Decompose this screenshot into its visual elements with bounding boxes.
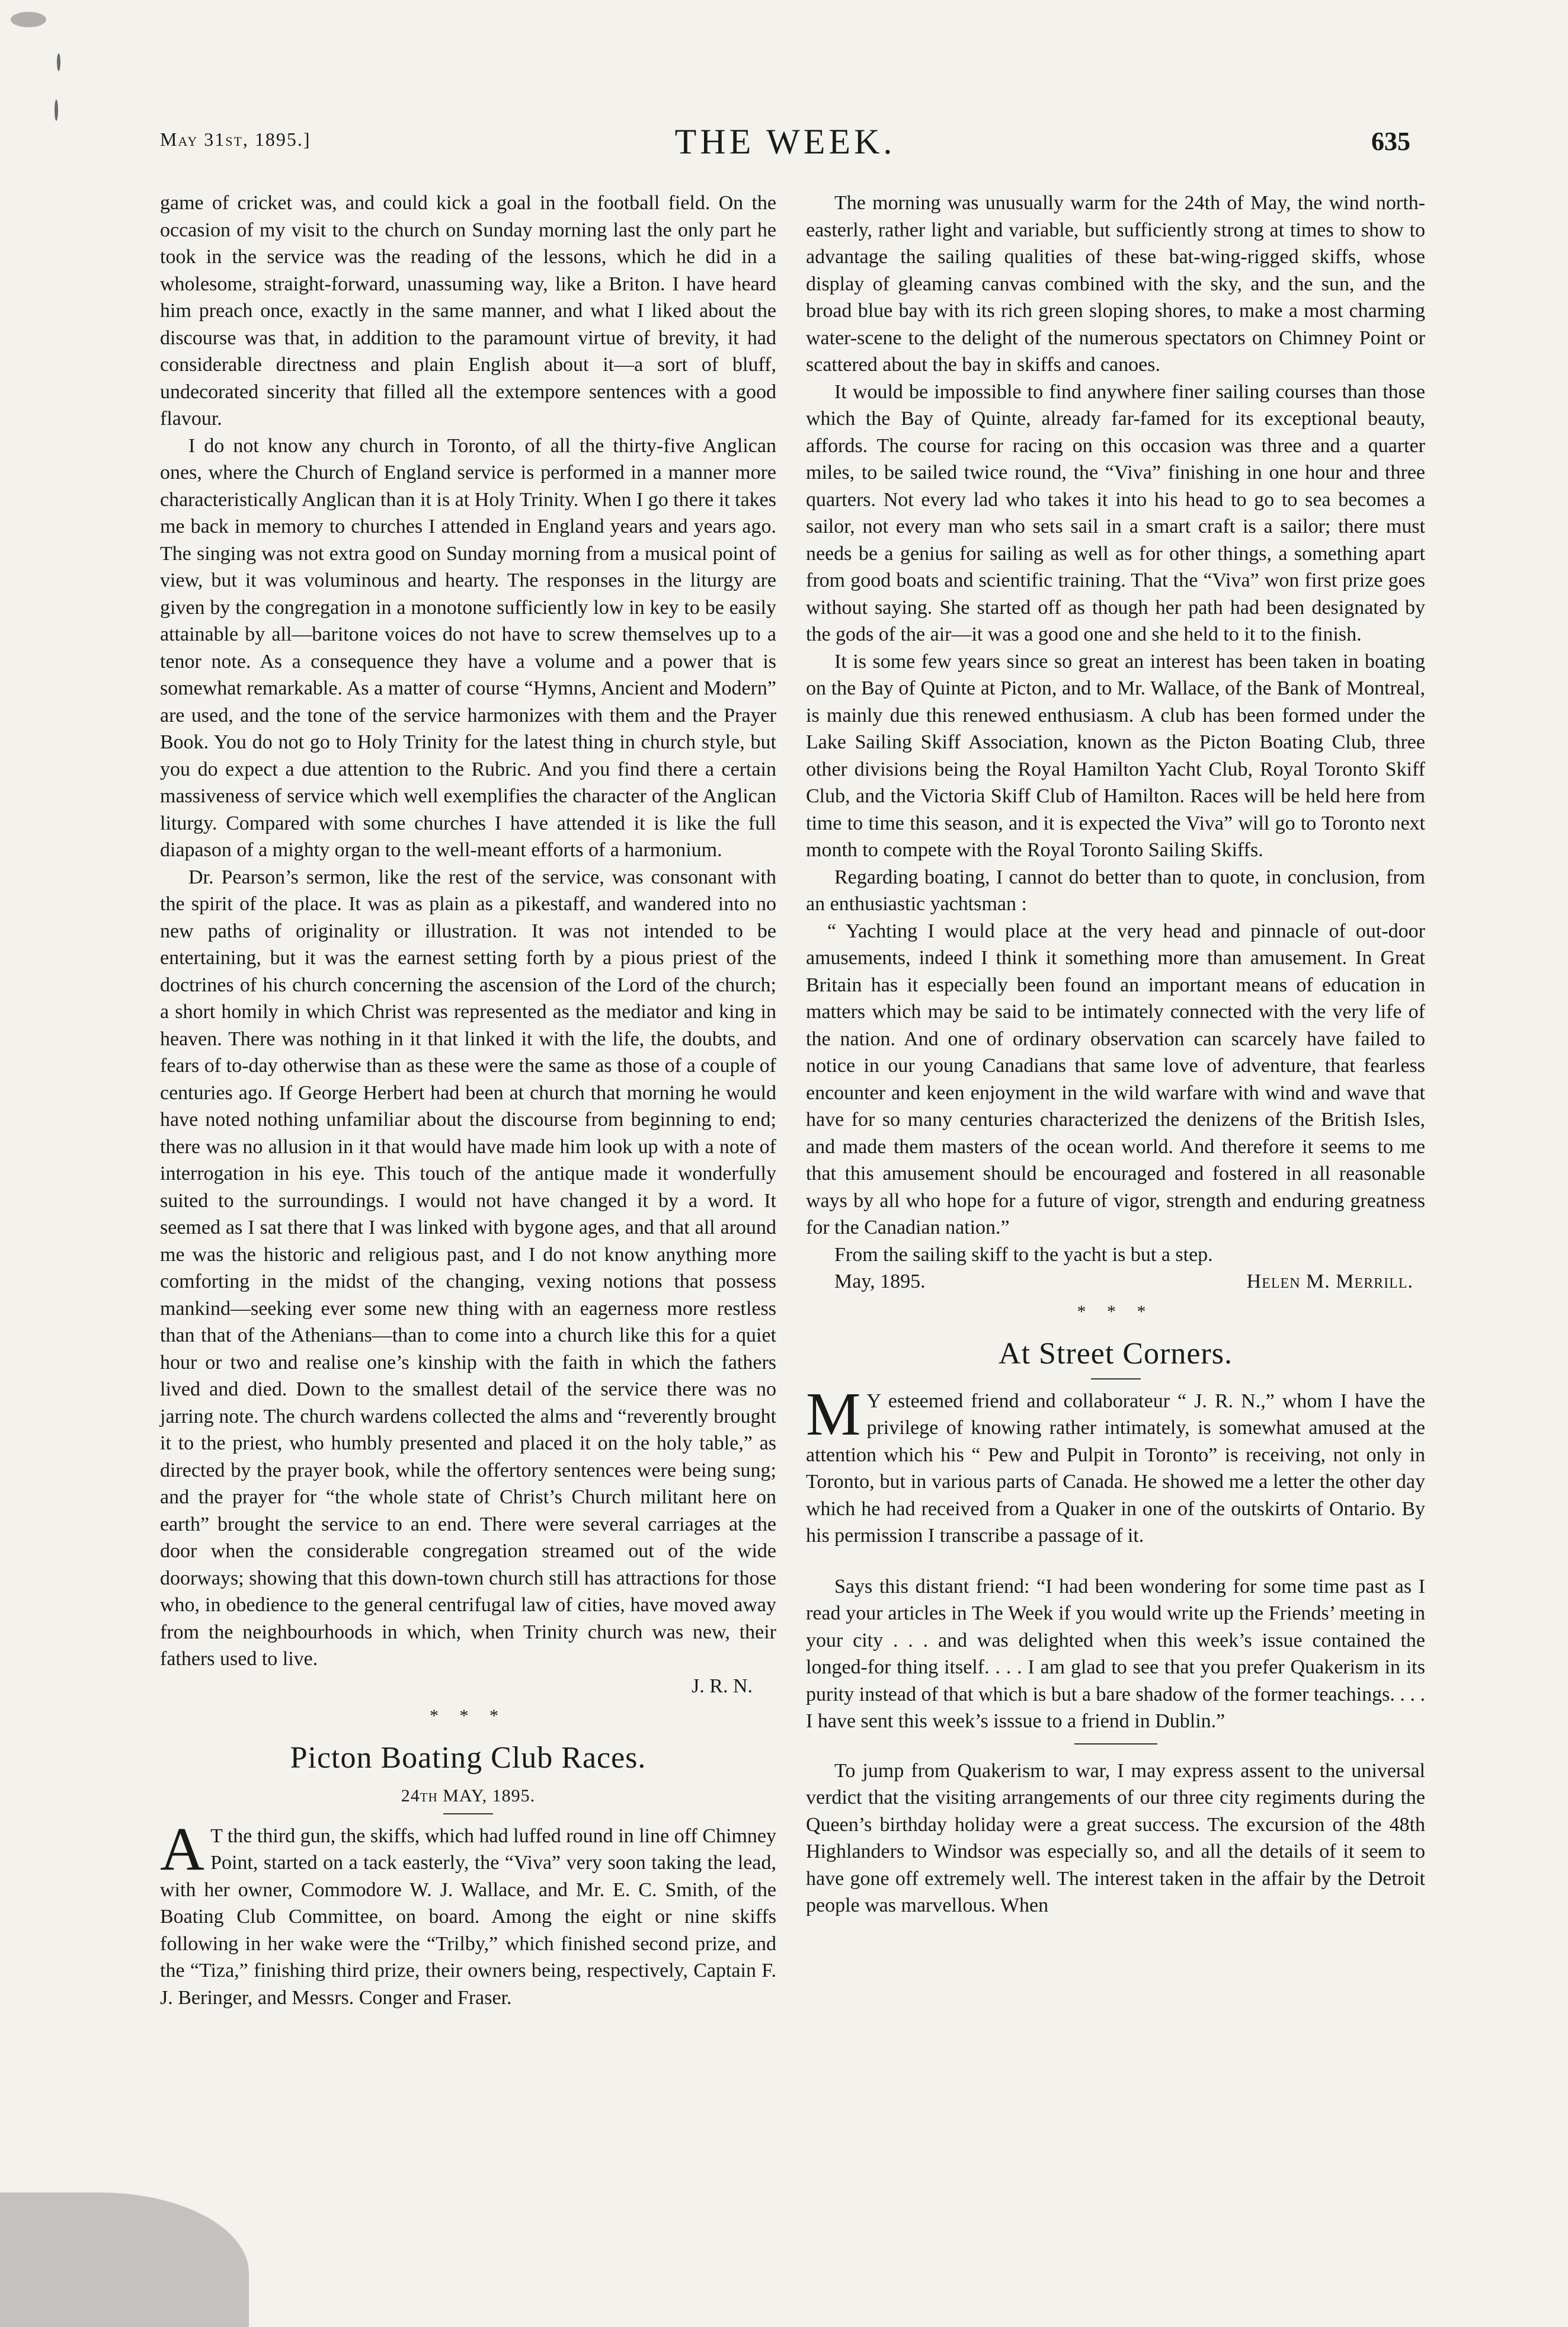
author-signature: J. R. N. xyxy=(692,1675,753,1697)
spacer xyxy=(806,1550,1425,1573)
paragraph: It would be impossible to find anywhere finer sailing courses than those which the Bay of Quinte, already far-famed for its exceptional beauty, affords. The course for racing on this occasion was three and a quarter miles, to be sailed twice round, the “Viva” finishing in one hour and three quarters. Not every lad who takes it into his head to go to sea becomes a sailor, not every man who sets sail in a smart craft is a sailor; there must needs be a genius for sailing as well as for other things, a something apart from good boats and scientific training. That the “Viva” won first prize goes without saying. She started off as though her path had been designated by the gods of the air—it was a good one and she held to it to the finish. xyxy=(806,380,1425,645)
article-date: 24th MAY, 1895. xyxy=(401,1786,536,1806)
paragraph xyxy=(806,1379,1425,1550)
paragraph: Regarding boating, I cannot do better than to quote, in conclusion, from an enthusiastic yachtsman : xyxy=(806,866,1425,915)
paragraph: Says this distant friend: “I had been wondering for some time past as I read your articles in The Week if you would write up the Friends’ meeting in your city . . . and was delighted when this week’s issue contained the longed-for thing itself. . . . I am glad to see that you prefer Quakerism in its purity instead of that which is but a bare shadow of the former teachings. . . . I have sent this week’s isssue to a friend in Dublin.” xyxy=(806,1575,1425,1732)
scan-speck xyxy=(55,100,58,121)
article-signature xyxy=(806,1268,1425,1295)
title-rule xyxy=(443,1813,493,1814)
drop-cap: A xyxy=(160,1814,205,1883)
paragraph: The morning was unusually warm for the 24th of May, the wind north-easterly, rather light and variable, but sufficiently strong at times to show to advantage the sailing qualities of these bat-wing-rigged skiffs, whose display of gleaming canvas combined with the sky, and the sun, and the broad blue bay with its rich green sloping shores, to make a most charming water-scene to the delight of the numerous spectators on Chimney Point or scattered about the bay in skiffs and canoes. xyxy=(806,192,1425,376)
drop-cap: M xyxy=(806,1379,861,1448)
scan-speck xyxy=(0,2192,249,2327)
article-title: At Street Corners. xyxy=(999,1336,1233,1371)
paragraph: I do not know any church in Toronto, of all the thirty-five Anglican ones, where the Church of England service is performed in a manner more characteristically Anglican than it is at Holy Trinity. When I go there it takes me back in memory to churches I attended in England years and years ago. The singing was not extra good on Sunday morning from a musical point of view, but it was voluminous and hearty. The responses in the liturgy are given by the congregation in a monotone sufficiently low in key to be easily attainable by all—baritone voices do not have to screw themselves up to a tenor note. As a consequence they have a volume and a power that is somewhat remarkable. As a matter of course “Hymns, Ancient and Modern” are used, and the tone of the service harmonizes with them and the Prayer Book. You do not go to Holy Trinity for the latest thing in church style, but you do expect a due attention to the Rubric. And you find there a certain massiveness of service which well exemplifies the character of the Anglican liturgy. Compared with some churches I have attended it is like the full diapason of a mighty organ to the well-meant efforts of a harmonium. xyxy=(160,434,776,861)
issue-date: May 31st, 1895.] xyxy=(160,129,311,150)
section-rule xyxy=(1074,1743,1157,1745)
section-divider-stars: * * * xyxy=(430,1706,507,1726)
paragraph-text: T the third gun, the skiffs, which had luffed round in line off Chimney Point, started on a tack easterly, the “Viva” very soon taking the lead, with her owner, Commodore W. J. Wallace, and Mr. E. C. Smith, of the Boating Club Committee, on board. Among the eight or nine skiffs following in her wake were the “Trilby,” which finished second prize, and the “Tiza,” finishing third prize, their owners being, respectively, Captain F. J. Beringer, and Messrs. Conger and Fraser. xyxy=(160,1825,776,2009)
paragraph: game of cricket was, and could kick a goal in the football field. On the occasion of my visit to the church on Sunday morning last the only part he took in the service was the reading of the lessons, which he did in a wholesome, straight-forward, unassuming way, like a Briton. I have heard him preach once, exactly in the same manner, and what I liked about the discourse was that, in addition to the paramount virtue of brevity, it had considerable directness and plain English about it—a sort of bluff, undecorated sincerity that filled all the extempore sentences with a good flavour. xyxy=(160,192,776,430)
block-quote: “ Yachting I would place at the very head and pinnacle of out-door amusements, indeed I think it something more than amusement. In Great Britain has it especially been found an important means of education in matters which may be said to be intimately connected with the very life of the nation. And one of ordinary observation can scarcely have failed to notice in our young Canadians that same love of adventure, that fearless encounter and keen enjoyment in the wild warfare with wind and wave that have for so many centuries characterized the denizens of the British Isles, and made them masters of the ocean world. And therefore it seems to me that this amusement should be encouraged and fostered in all reasonable ways by all who hope for a future of vigor, strength and enduring greatness for the Canadian nation.” xyxy=(806,920,1425,1238)
page-number: 635 xyxy=(1371,127,1410,156)
signature-name: Helen M. Merrill. xyxy=(1246,1270,1413,1292)
paragraph: To jump from Quakerism to war, I may express assent to the universal verdict that the visiting arrangements of our three city regiments during the Queen’s birthday holiday were a great success. The excursion of the 48th Highlanders to Windsor was especially so, and all the details of it seem to have gone off extremely well. The interest taken in the affair by the Detroit people was marvellous. When xyxy=(806,1759,1425,1916)
paragraph: Dr. Pearson’s sermon, like the rest of the service, was consonant with the spirit of the place. It was as plain as a pikestaff, and wandered into no new paths of originality or illustration. It was not intended to be entertaining, but it was the earnest setting forth by a pious priest of the doctrines of his church concerning the ascension of the Lord of the church; a short homily in which Christ was represented as the mediator and king in heaven. There was nothing in it that linked it with the life, the doubts, and fears of to-day otherwise than as these were the same as those of a couple of centuries ago. If George Herbert had been at church that morning he would have noted nothing unfamiliar about the discourse from beginning to end; there was no allusion in it that would have made him look up with a note of interrogation in his eye. This touch of the antique made it wonderfully suited to the surroundings. I would not have changed it by a word. It seemed as I sat there that I was linked with bygone ages, and that all around me was the historic and religious past, and I do not know anything more comforting in the midst of the changing, vexing notions that possess mankind—seeking ever some new thing with an eagerness more restless than that of the Athenians—than to come into a church like this for a quiet hour or two and realise one’s kinship with the faith in which the fathers lived and died. Down to the smallest detail of the service there was no jarring note. The church wardens collected the alms and “reverently brought it to the priest, who humbly presented and placed it on the holy table,” as directed by the prayer book, while the offertory sentences were being sung; and the prayer for “the whole state of Christ’s Church militant here on earth” brought the service to an end. There were several carriages at the door when the considerable congregation streamed out of the wide doorways; showing that this down-town church still has attractions for those who, in obedience to the general centrifugal law of cities, have moved away from the neighbourhoods in which, when Trinity church was new, their fathers used to live. xyxy=(160,866,776,1670)
masthead-title: THE WEEK. xyxy=(674,122,896,161)
paragraph: It is some few years since so great an interest has been taken in boating on the Bay of Quinte at Picton, and to Mr. Wallace, of the Bank of Montreal, is mainly due this renewed enthusiasm. A club has been formed under the Lake Sailing Skiff Association, known as the Picton Boating Club, three other divisions being the Royal Hamilton Yacht Club, Royal Toronto Skiff Club, and the Victoria Skiff Club of Hamilton. Races will be held here from time to time this season, and it is expected the Viva” will go to Toronto next month to compete with the Royal Toronto Sailing Skiffs. xyxy=(806,650,1425,861)
signature-date: May, 1895. xyxy=(834,1270,926,1292)
article-title: Picton Boating Club Races. xyxy=(290,1741,647,1775)
paragraph: From the sailing skiff to the yacht is but a step. xyxy=(834,1243,1213,1266)
section-divider-stars: * * * xyxy=(1077,1301,1154,1321)
paragraph-text: Y esteemed friend and collaborateur “ J. R. N.,” whom I have the privilege of knowing rather intimately, is somewhat amused at the attention which his “ Pew and Pulpit in Toronto” is receiving, not only in Toronto, but in various parts of Canada. He showed me a letter the other day which he had received from a Quaker in one of the outskirts of Ontario. By his permission I transcribe a passage of it. xyxy=(806,1390,1425,1547)
paragraph xyxy=(160,1814,776,2012)
scan-speck xyxy=(11,12,46,27)
title-rule xyxy=(1091,1378,1141,1379)
left-column xyxy=(160,190,776,2011)
right-column xyxy=(806,190,1425,1919)
scan-speck xyxy=(57,53,60,71)
page-header xyxy=(160,121,1410,175)
